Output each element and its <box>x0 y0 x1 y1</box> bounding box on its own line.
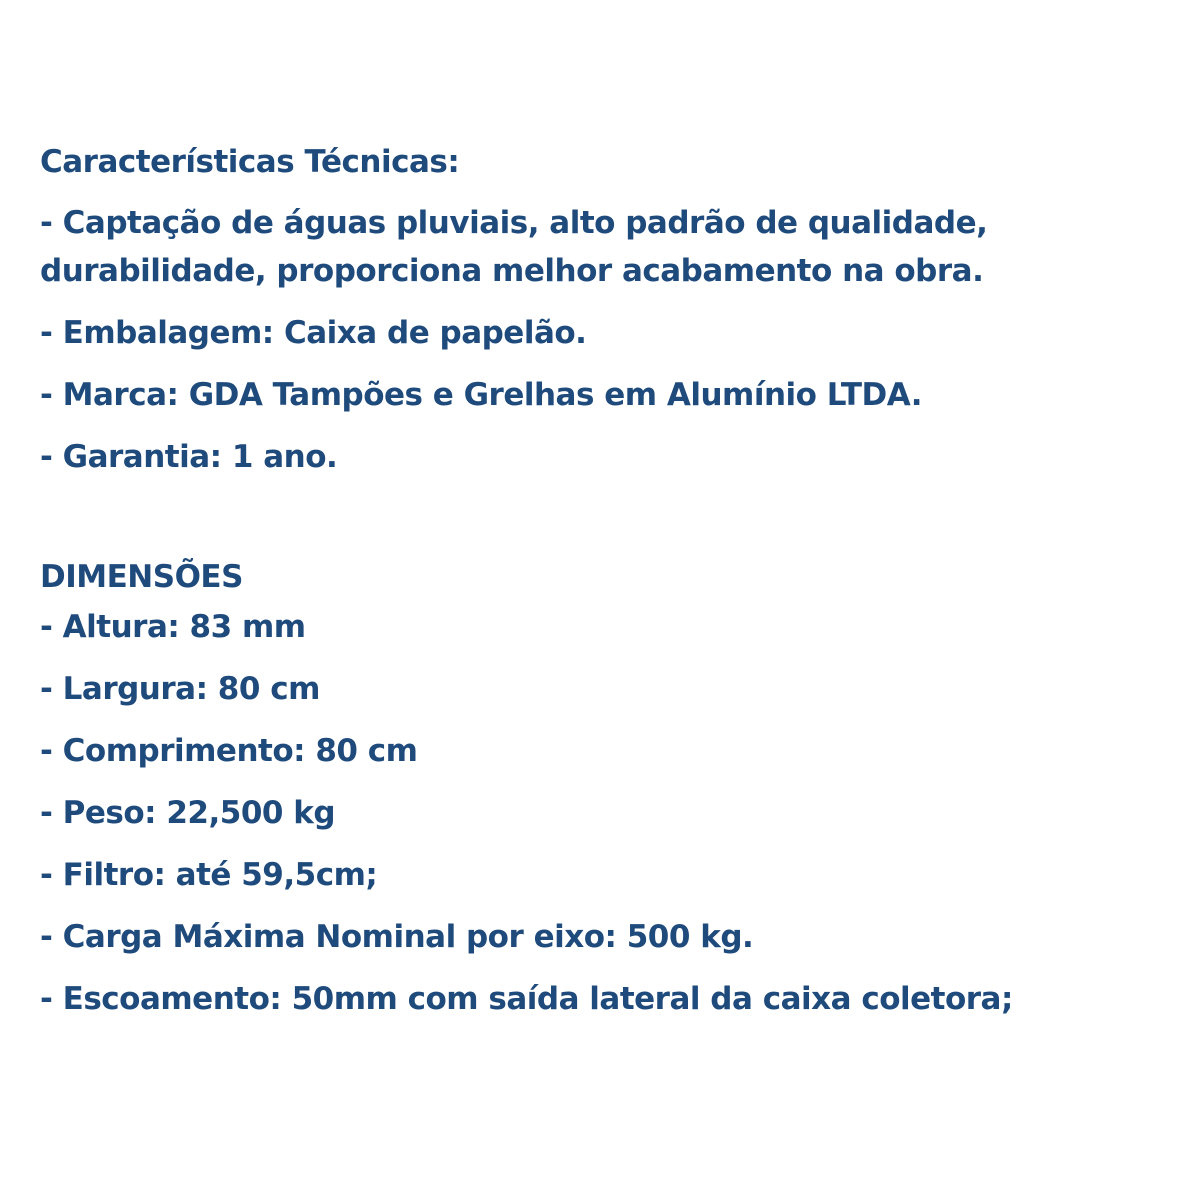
feature-item-marca: - Marca: GDA Tampões e Grelhas em Alumínio LTDA. <box>40 377 923 413</box>
features-section <box>40 138 1170 481</box>
dimension-item-filtro: - Filtro: até 59,5cm; <box>40 857 378 893</box>
feature-item-embalagem: - Embalagem: Caixa de papelão. <box>40 315 587 351</box>
feature-item-garantia: - Garantia: 1 ano. <box>40 439 338 475</box>
dimension-item-comprimento: - Comprimento: 80 cm <box>40 733 418 769</box>
dimension-item-altura: - Altura: 83 mm <box>40 609 306 645</box>
dimension-item-carga: - Carga Máxima Nominal por eixo: 500 kg. <box>40 919 754 955</box>
dimension-item-escoamento: - Escoamento: 50mm com saída lateral da caixa coletora; <box>40 981 1013 1017</box>
dimensions-section <box>40 553 1170 1023</box>
dimension-item-peso: - Peso: 22,500 kg <box>40 795 336 831</box>
features-heading: Características Técnicas: <box>40 144 460 180</box>
feature-item-captacao: - Captação de águas pluviais, alto padrão de qualidade, durabilidade, proporciona melhor acabamento na obra. <box>40 205 988 289</box>
dimensions-heading: DIMENSÕES <box>40 559 243 595</box>
spec-sheet <box>40 138 1170 1017</box>
dimension-item-largura: - Largura: 80 cm <box>40 671 320 707</box>
